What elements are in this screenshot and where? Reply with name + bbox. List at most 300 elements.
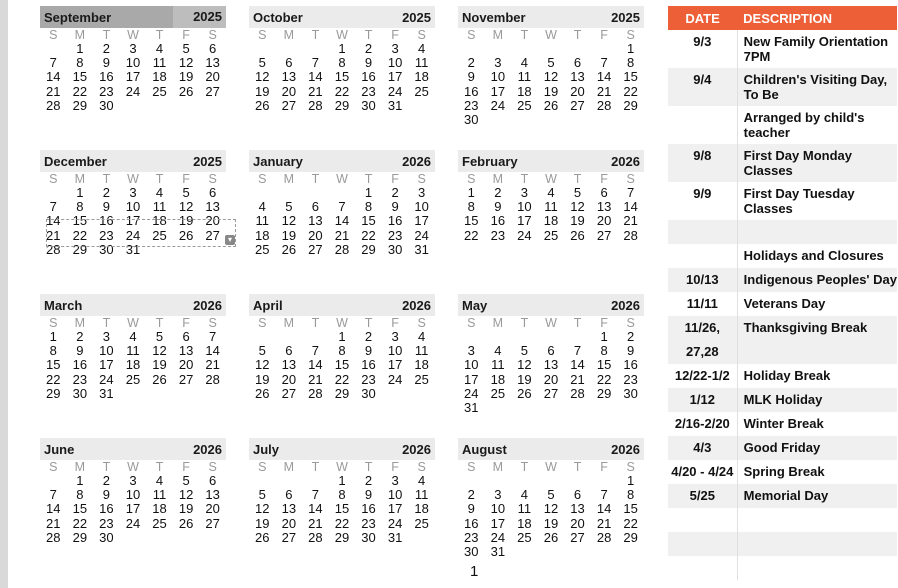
day-cell[interactable]: 11 xyxy=(255,213,270,229)
day-cell[interactable]: 21 xyxy=(334,227,350,243)
day-cell[interactable]: 22 xyxy=(334,515,350,531)
day-cell[interactable]: 28 xyxy=(205,371,220,387)
day-cell[interactable]: 25 xyxy=(152,227,167,243)
day-cell[interactable]: 21 xyxy=(46,227,61,243)
day-cell[interactable]: 26 xyxy=(517,385,532,401)
day-cell[interactable]: 24 xyxy=(490,529,506,545)
day-cell[interactable]: 10 xyxy=(125,199,141,215)
day-cell[interactable]: 19 xyxy=(178,213,194,229)
day-cell[interactable]: 15 xyxy=(596,357,612,373)
day-cell[interactable]: 8 xyxy=(364,199,373,215)
day-cell[interactable]: 22 xyxy=(72,515,88,531)
day-cell[interactable]: 7 xyxy=(49,55,57,71)
day-cell[interactable]: 6 xyxy=(573,487,582,503)
day-cell[interactable]: 24 xyxy=(490,97,506,113)
day-cell[interactable]: 30 xyxy=(464,543,479,559)
day-cell[interactable]: 10 xyxy=(414,199,429,215)
day-cell[interactable]: 17 xyxy=(125,213,141,229)
day-cell[interactable]: 14 xyxy=(205,343,220,359)
day-cell[interactable]: 19 xyxy=(178,501,194,517)
day-cell[interactable]: 28 xyxy=(46,97,61,113)
day-cell[interactable]: 26 xyxy=(255,97,270,113)
day-cell[interactable]: 27 xyxy=(205,515,220,531)
day-cell[interactable]: 18 xyxy=(152,501,167,517)
day-cell[interactable]: 9 xyxy=(494,199,502,215)
day-cell[interactable]: 14 xyxy=(334,213,350,229)
day-cell[interactable]: 7 xyxy=(49,199,57,215)
day-cell[interactable]: 13 xyxy=(308,213,323,229)
day-cell[interactable]: 8 xyxy=(338,343,346,359)
day-cell[interactable]: 15 xyxy=(623,501,638,517)
day-cell[interactable]: 20 xyxy=(570,83,585,99)
day-cell[interactable]: 6 xyxy=(209,473,217,488)
day-cell[interactable]: 17 xyxy=(387,69,403,85)
day-cell[interactable]: 30 xyxy=(361,385,376,401)
day-cell[interactable]: 5 xyxy=(258,487,266,503)
day-cell[interactable]: 22 xyxy=(623,515,638,531)
day-cell[interactable]: 27 xyxy=(281,529,297,545)
day-cell[interactable]: 1 xyxy=(627,473,635,488)
day-cell[interactable]: 2 xyxy=(102,41,111,56)
day-cell[interactable]: 2 xyxy=(364,473,373,488)
day-cell[interactable]: 28 xyxy=(570,385,585,401)
day-cell[interactable]: 3 xyxy=(467,343,475,359)
day-cell[interactable]: 26 xyxy=(543,97,559,113)
day-cell[interactable]: 1 xyxy=(467,185,475,200)
day-cell[interactable]: 4 xyxy=(129,329,137,344)
day-cell[interactable]: 19 xyxy=(570,213,585,229)
day-cell[interactable]: 9 xyxy=(467,69,475,85)
day-cell[interactable]: 12 xyxy=(543,69,559,85)
day-cell[interactable]: 9 xyxy=(102,487,111,503)
day-cell[interactable]: 1 xyxy=(600,329,608,344)
day-cell[interactable]: 7 xyxy=(600,55,608,71)
day-cell[interactable]: 25 xyxy=(414,371,429,387)
day-cell[interactable]: 22 xyxy=(72,83,88,99)
day-cell[interactable]: 30 xyxy=(99,241,114,257)
day-cell[interactable]: 14 xyxy=(46,213,61,229)
day-cell[interactable]: 21 xyxy=(596,515,612,531)
day-cell[interactable]: 20 xyxy=(281,83,297,99)
day-cell[interactable]: 30 xyxy=(361,529,376,545)
day-cell[interactable]: 14 xyxy=(596,501,612,517)
day-cell[interactable]: 4 xyxy=(547,185,555,200)
day-cell[interactable]: 27 xyxy=(570,529,585,545)
day-cell[interactable]: 9 xyxy=(391,199,399,215)
day-cell[interactable]: 22 xyxy=(334,83,350,99)
day-cell[interactable]: 1 xyxy=(76,473,84,488)
day-cell[interactable]: 7 xyxy=(49,487,57,503)
day-cell[interactable]: 11 xyxy=(517,69,532,85)
day-cell[interactable]: 21 xyxy=(46,515,61,531)
day-cell[interactable]: 5 xyxy=(520,343,529,359)
day-cell[interactable]: 4 xyxy=(155,473,164,488)
day-cell[interactable]: 31 xyxy=(125,241,141,257)
day-cell[interactable]: 29 xyxy=(361,241,376,257)
day-cell[interactable]: 6 xyxy=(285,343,293,359)
day-cell[interactable]: 20 xyxy=(205,213,220,229)
day-cell[interactable]: 31 xyxy=(414,241,429,257)
day-cell[interactable]: 10 xyxy=(490,69,506,85)
day-cell[interactable]: 18 xyxy=(517,515,532,531)
day-cell[interactable]: 22 xyxy=(72,227,88,243)
day-cell[interactable]: 7 xyxy=(338,199,346,215)
day-cell[interactable]: 24 xyxy=(414,227,429,243)
day-cell[interactable]: 9 xyxy=(102,199,111,215)
day-cell[interactable]: 23 xyxy=(99,227,114,243)
day-cell[interactable]: 30 xyxy=(72,385,88,401)
day-cell[interactable]: 16 xyxy=(99,213,114,229)
day-cell[interactable]: 12 xyxy=(570,199,585,215)
day-cell[interactable]: 6 xyxy=(182,329,190,344)
day-cell[interactable]: 16 xyxy=(361,357,376,373)
day-cell[interactable]: 28 xyxy=(46,241,61,257)
day-cell[interactable]: 22 xyxy=(361,227,376,243)
day-cell[interactable]: 14 xyxy=(46,501,61,517)
day-cell[interactable]: 20 xyxy=(570,515,585,531)
day-cell[interactable]: 2 xyxy=(391,185,399,200)
day-cell[interactable]: 3 xyxy=(520,185,529,200)
day-cell[interactable]: 26 xyxy=(178,515,194,531)
day-cell[interactable]: 1 xyxy=(338,473,346,488)
day-cell[interactable]: 4 xyxy=(418,41,426,56)
day-cell[interactable]: 17 xyxy=(125,501,141,517)
dropdown-handle-icon[interactable]: ▾ xyxy=(225,235,235,245)
day-cell[interactable]: 6 xyxy=(285,55,293,71)
day-cell[interactable]: 23 xyxy=(623,371,638,387)
day-cell[interactable]: 3 xyxy=(391,473,399,488)
day-cell[interactable]: 9 xyxy=(467,501,475,517)
day-cell[interactable]: 13 xyxy=(570,69,585,85)
day-cell[interactable]: 24 xyxy=(387,515,403,531)
day-cell[interactable]: 24 xyxy=(99,371,114,387)
day-cell[interactable]: 16 xyxy=(361,501,376,517)
day-cell[interactable]: 28 xyxy=(596,97,612,113)
day-cell[interactable]: 15 xyxy=(464,213,479,229)
day-cell[interactable]: 15 xyxy=(623,69,638,85)
day-cell[interactable]: 5 xyxy=(573,185,582,200)
day-cell[interactable]: 4 xyxy=(520,487,529,503)
day-cell[interactable]: 7 xyxy=(209,329,217,344)
day-cell[interactable]: 2 xyxy=(102,473,111,488)
day-cell[interactable]: 18 xyxy=(414,357,429,373)
day-cell[interactable]: 1 xyxy=(49,329,57,344)
day-cell[interactable]: 2 xyxy=(76,329,84,344)
month-header[interactable] xyxy=(458,294,644,316)
day-cell[interactable]: 25 xyxy=(543,227,559,243)
day-cell[interactable]: 23 xyxy=(99,515,114,531)
day-cell[interactable]: 29 xyxy=(46,385,61,401)
day-cell[interactable]: 13 xyxy=(281,357,297,373)
day-cell[interactable]: 25 xyxy=(517,97,532,113)
day-cell[interactable]: 16 xyxy=(99,69,114,85)
day-cell[interactable]: 28 xyxy=(623,227,638,243)
day-cell[interactable]: 14 xyxy=(308,501,323,517)
day-cell[interactable]: 14 xyxy=(46,69,61,85)
day-cell[interactable]: 17 xyxy=(99,357,114,373)
day-cell[interactable]: 9 xyxy=(364,343,373,359)
day-cell[interactable]: 23 xyxy=(72,371,88,387)
day-cell[interactable]: 12 xyxy=(255,357,270,373)
day-cell[interactable]: 7 xyxy=(627,185,635,200)
day-cell[interactable]: 11 xyxy=(544,199,558,215)
day-cell[interactable]: 26 xyxy=(178,227,194,243)
day-cell[interactable]: 24 xyxy=(125,515,141,531)
day-cell[interactable]: 11 xyxy=(517,501,532,517)
day-cell[interactable]: 27 xyxy=(596,227,612,243)
day-cell[interactable]: 5 xyxy=(547,487,555,503)
day-cell[interactable]: 25 xyxy=(255,241,270,257)
day-cell[interactable]: 16 xyxy=(623,357,638,373)
day-cell[interactable]: 29 xyxy=(72,97,88,113)
day-cell[interactable]: 13 xyxy=(178,343,194,359)
day-cell[interactable]: 22 xyxy=(464,227,479,243)
day-cell[interactable]: 6 xyxy=(600,185,608,200)
day-cell[interactable]: 1 xyxy=(627,41,635,56)
day-cell[interactable]: 14 xyxy=(596,69,612,85)
day-cell[interactable]: 6 xyxy=(573,55,582,71)
day-cell[interactable]: 7 xyxy=(311,487,320,503)
day-cell[interactable]: 16 xyxy=(464,515,479,531)
day-cell[interactable]: 3 xyxy=(494,487,502,503)
day-cell[interactable]: 28 xyxy=(308,385,323,401)
day-cell[interactable]: 25 xyxy=(490,385,506,401)
day-cell[interactable]: 26 xyxy=(281,241,297,257)
day-cell[interactable]: 18 xyxy=(152,69,167,85)
day-cell[interactable]: 13 xyxy=(205,487,220,503)
day-cell[interactable]: 27 xyxy=(543,385,559,401)
day-cell[interactable]: 23 xyxy=(361,515,376,531)
day-cell[interactable]: 3 xyxy=(494,55,502,71)
day-cell[interactable]: 7 xyxy=(573,343,582,359)
day-cell[interactable]: 27 xyxy=(570,97,585,113)
day-cell[interactable]: 22 xyxy=(46,371,61,387)
day-cell[interactable]: 25 xyxy=(517,529,532,545)
day-cell[interactable]: 14 xyxy=(308,69,323,85)
day-cell[interactable]: 11 xyxy=(414,343,429,359)
day-cell[interactable]: 11 xyxy=(414,55,429,71)
day-cell[interactable]: 27 xyxy=(178,371,194,387)
day-cell[interactable]: 3 xyxy=(129,185,137,200)
day-cell[interactable]: 4 xyxy=(520,55,529,71)
day-cell[interactable]: 16 xyxy=(490,213,506,229)
day-cell[interactable]: 3 xyxy=(418,185,426,200)
month-header[interactable] xyxy=(458,150,644,172)
month-header[interactable] xyxy=(249,6,435,28)
day-cell[interactable]: 21 xyxy=(308,515,323,531)
day-cell[interactable]: 20 xyxy=(205,69,220,85)
day-cell[interactable]: 26 xyxy=(570,227,585,243)
day-cell[interactable]: 30 xyxy=(387,241,403,257)
day-cell[interactable]: 8 xyxy=(627,487,635,503)
day-cell[interactable]: 8 xyxy=(600,343,608,359)
day-cell[interactable]: 6 xyxy=(209,185,217,200)
day-cell[interactable]: 24 xyxy=(125,227,141,243)
day-cell[interactable]: 30 xyxy=(99,97,114,113)
month-header[interactable] xyxy=(249,438,435,460)
day-cell[interactable]: 9 xyxy=(364,55,373,71)
day-cell[interactable]: 21 xyxy=(46,83,61,99)
day-cell[interactable]: 11 xyxy=(491,357,505,373)
day-cell[interactable]: 20 xyxy=(205,501,220,517)
day-cell[interactable]: 16 xyxy=(387,213,403,229)
day-cell[interactable]: 18 xyxy=(152,213,167,229)
day-cell[interactable]: 15 xyxy=(334,501,350,517)
day-cell[interactable]: 30 xyxy=(464,111,479,127)
day-cell[interactable]: 30 xyxy=(361,97,376,113)
day-cell[interactable]: 29 xyxy=(72,241,88,257)
day-cell[interactable]: 11 xyxy=(126,343,140,359)
day-cell[interactable]: 7 xyxy=(311,343,320,359)
day-cell[interactable]: 18 xyxy=(414,501,429,517)
day-cell[interactable]: 3 xyxy=(391,41,399,56)
day-cell[interactable]: 8 xyxy=(76,55,84,71)
day-cell[interactable]: 28 xyxy=(46,529,61,545)
day-cell[interactable]: 14 xyxy=(623,199,638,215)
day-cell[interactable]: 10 xyxy=(464,357,479,373)
day-cell[interactable]: 26 xyxy=(255,385,270,401)
day-cell[interactable]: 17 xyxy=(414,213,429,229)
month-header[interactable] xyxy=(249,294,435,316)
day-cell[interactable]: 27 xyxy=(205,83,220,99)
day-cell[interactable]: 20 xyxy=(281,371,297,387)
day-cell[interactable]: 18 xyxy=(255,227,270,243)
day-cell[interactable]: 8 xyxy=(49,343,57,359)
day-cell[interactable]: 18 xyxy=(125,357,141,373)
day-cell[interactable]: 5 xyxy=(547,55,555,71)
day-cell[interactable]: 19 xyxy=(152,357,167,373)
day-cell[interactable]: 1 xyxy=(338,329,346,344)
day-cell[interactable]: 2 xyxy=(102,185,111,200)
day-cell[interactable]: 18 xyxy=(517,83,532,99)
day-cell[interactable]: 29 xyxy=(623,529,638,545)
day-cell[interactable]: 24 xyxy=(387,371,403,387)
day-cell[interactable]: 17 xyxy=(387,501,403,517)
day-cell[interactable]: 10 xyxy=(99,343,114,359)
day-cell[interactable]: 27 xyxy=(308,241,323,257)
day-cell[interactable]: 12 xyxy=(178,55,194,71)
day-cell[interactable]: 28 xyxy=(334,241,350,257)
day-cell[interactable]: 16 xyxy=(72,357,88,373)
day-cell[interactable]: 5 xyxy=(182,185,190,200)
day-cell[interactable]: 19 xyxy=(255,83,270,99)
day-cell[interactable]: 20 xyxy=(281,515,297,531)
day-cell[interactable]: 17 xyxy=(464,371,479,387)
day-cell[interactable]: 24 xyxy=(125,83,141,99)
day-cell[interactable]: 17 xyxy=(490,515,506,531)
day-cell[interactable]: 11 xyxy=(414,487,429,503)
day-cell[interactable]: 29 xyxy=(334,385,350,401)
day-cell[interactable]: 31 xyxy=(387,97,403,113)
day-cell[interactable]: 19 xyxy=(543,515,559,531)
day-cell[interactable]: 23 xyxy=(464,97,479,113)
day-cell[interactable]: 19 xyxy=(281,227,297,243)
day-cell[interactable]: 13 xyxy=(281,69,297,85)
day-cell[interactable]: 22 xyxy=(334,371,350,387)
day-cell[interactable]: 20 xyxy=(543,371,559,387)
day-cell[interactable]: 26 xyxy=(152,371,167,387)
day-cell[interactable]: 9 xyxy=(627,343,635,359)
day-cell[interactable]: 15 xyxy=(72,69,88,85)
day-cell[interactable]: 16 xyxy=(99,501,114,517)
day-cell[interactable]: 19 xyxy=(543,83,559,99)
day-cell[interactable]: 26 xyxy=(255,529,270,545)
day-cell[interactable]: 12 xyxy=(178,487,194,503)
day-cell[interactable]: 13 xyxy=(543,357,559,373)
day-cell[interactable]: 9 xyxy=(76,343,84,359)
day-cell[interactable]: 13 xyxy=(596,199,612,215)
day-cell[interactable]: 4 xyxy=(155,185,164,200)
day-cell[interactable]: 4 xyxy=(494,343,502,359)
day-cell[interactable]: 19 xyxy=(517,371,532,387)
day-cell[interactable]: 25 xyxy=(414,83,429,99)
month-header[interactable] xyxy=(249,150,435,172)
day-cell[interactable]: 12 xyxy=(281,213,297,229)
day-cell[interactable]: 14 xyxy=(308,357,323,373)
month-header[interactable] xyxy=(40,294,226,316)
day-cell[interactable]: 23 xyxy=(464,529,479,545)
day-cell[interactable]: 7 xyxy=(600,487,608,503)
day-cell[interactable]: 10 xyxy=(490,501,506,517)
day-cell[interactable]: 1 xyxy=(76,185,84,200)
month-header[interactable] xyxy=(40,6,226,28)
day-cell[interactable]: 13 xyxy=(570,501,585,517)
day-cell[interactable]: 25 xyxy=(414,515,429,531)
day-cell[interactable]: 17 xyxy=(387,357,403,373)
day-cell[interactable]: 2 xyxy=(627,329,635,344)
day-cell[interactable]: 17 xyxy=(125,69,141,85)
day-cell[interactable]: 5 xyxy=(258,55,266,71)
day-cell[interactable]: 21 xyxy=(308,371,323,387)
day-cell[interactable]: 13 xyxy=(205,199,220,215)
day-cell[interactable]: 3 xyxy=(391,329,399,344)
day-cell[interactable]: 5 xyxy=(155,329,164,344)
day-cell[interactable]: 12 xyxy=(517,357,532,373)
day-cell[interactable]: 11 xyxy=(152,55,167,71)
day-cell[interactable]: 11 xyxy=(152,487,167,503)
day-cell[interactable]: 21 xyxy=(205,357,220,373)
day-cell[interactable]: 4 xyxy=(155,41,164,56)
day-cell[interactable]: 6 xyxy=(209,41,217,56)
day-cell[interactable]: 8 xyxy=(338,487,346,503)
day-cell[interactable]: 25 xyxy=(125,371,141,387)
day-cell[interactable]: 24 xyxy=(464,385,479,401)
day-cell[interactable]: 20 xyxy=(178,357,194,373)
day-cell[interactable]: 23 xyxy=(387,227,403,243)
day-cell[interactable]: 2 xyxy=(467,487,475,503)
day-cell[interactable]: 4 xyxy=(418,473,426,488)
day-cell[interactable]: 14 xyxy=(570,357,585,373)
day-cell[interactable]: 12 xyxy=(152,343,167,359)
day-cell[interactable]: 17 xyxy=(517,213,532,229)
day-cell[interactable]: 15 xyxy=(334,357,350,373)
day-cell[interactable]: 15 xyxy=(361,213,376,229)
day-cell[interactable]: 28 xyxy=(308,97,323,113)
day-cell[interactable]: 13 xyxy=(281,501,297,517)
day-cell[interactable]: 1 xyxy=(338,41,346,56)
day-cell[interactable]: 10 xyxy=(125,55,141,71)
day-cell[interactable]: 27 xyxy=(281,97,297,113)
day-cell[interactable]: 31 xyxy=(99,385,114,401)
day-cell[interactable]: 2 xyxy=(467,55,475,71)
day-cell[interactable]: 17 xyxy=(490,83,506,99)
day-cell[interactable]: 6 xyxy=(547,343,555,359)
day-cell[interactable]: 12 xyxy=(543,501,559,517)
day-cell[interactable]: 30 xyxy=(99,529,114,545)
day-cell[interactable]: 26 xyxy=(543,529,559,545)
day-cell[interactable]: 4 xyxy=(258,199,266,215)
day-cell[interactable]: 5 xyxy=(182,473,190,488)
